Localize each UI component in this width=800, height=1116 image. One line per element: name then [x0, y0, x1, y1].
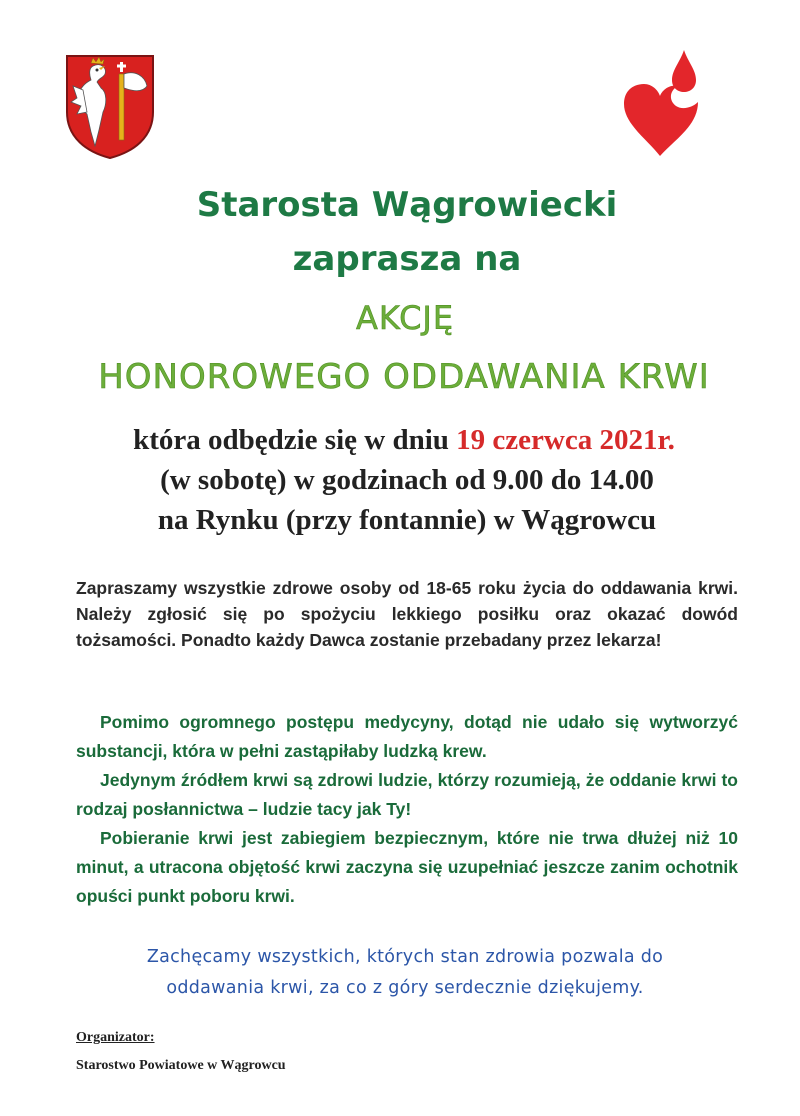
event-date: 19 czerwca 2021r. [456, 424, 675, 456]
event-date-prefix: która odbędzie się w dniu [133, 424, 449, 456]
event-place: na Rynku (przy fontannie) w Wągrowcu [157, 504, 657, 536]
title-block [0, 180, 800, 402]
event-date-line [8, 420, 800, 460]
invites-heading: zaprasza na [292, 239, 522, 279]
coat-of-arms-icon [63, 52, 157, 162]
closing-message [100, 942, 710, 1004]
event-name-heading: HONOROWEGO ODDAWANIA KRWI [98, 357, 710, 397]
appeal-section [76, 708, 738, 911]
organizer-label: Organizator: [76, 1030, 155, 1045]
blood-drop-heart-icon [620, 48, 704, 160]
appeal-paragraph: Jedynym źródłem krwi są zdrowi ludzie, którzy rozumieją, że oddanie krwi to rodzaj posłannictwa – ludzie tacy jak Ty! [76, 770, 738, 819]
appeal-paragraph: Pobieranie krwi jest zabiegiem bezpiecznym, które nie trwa dłużej niż 10 minut, a utracona objętość krwi zaczyna się uzupełniać jeszcze zanim ochotnik opuści punkt poboru krwi. [76, 828, 738, 906]
appeal-paragraph: Pomimo ogromnego postępu medycyny, dotąd nie udało się wytworzyć substancji, która w pełni zastąpiłaby ludzką krew. [76, 712, 738, 761]
info-paragraph: Zapraszamy wszystkie zdrowe osoby od 18-65 roku życia do oddawania krwi. Należy zgłosić się po spożyciu lekkiego posiłku oraz okazać dowód tożsamości. Ponadto każdy Dawca zostanie przebadany przez lekarza! [76, 578, 738, 650]
event-time: (w sobotę) w godzinach od 9.00 do 14.00 [160, 464, 654, 496]
closing-line: Zachęcamy wszystkich, których stan zdrowia pozwala do [146, 947, 664, 967]
organizer-name: Starostwo Powiatowe w Wągrowcu [76, 1058, 286, 1073]
action-heading: AKCJĘ [355, 299, 455, 337]
event-details [0, 420, 800, 540]
closing-line: oddawania krwi, za co z góry serdecznie dziękujemy. [166, 978, 644, 998]
organizer-heading: Starosta Wągrowiecki [196, 185, 618, 225]
